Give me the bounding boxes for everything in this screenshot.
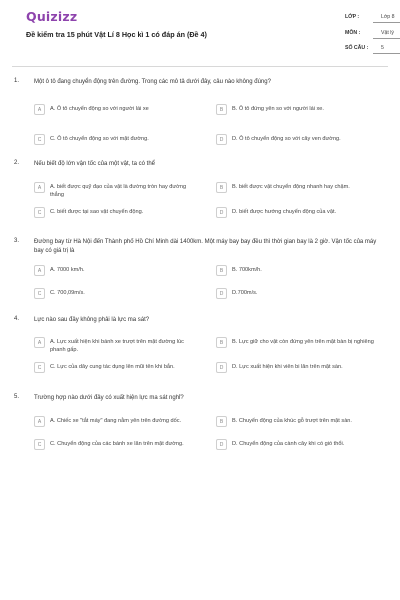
question-1: [0, 78, 400, 160]
option-a[interactable]: [34, 415, 216, 431]
option-d[interactable]: [216, 361, 398, 377]
option-text: B. biết được vật chuyển động nhanh hay chậm.: [232, 184, 350, 190]
option-a[interactable]: [34, 264, 216, 280]
option-letter-badge: C: [34, 439, 45, 450]
question-5: [0, 394, 400, 474]
option-b[interactable]: [216, 181, 398, 199]
option-c[interactable]: [34, 287, 216, 303]
quizizz-logo: Quizizz: [26, 9, 78, 24]
option-text: A. Chiếc xe "tắt máy" đang nằm yên trên đường dốc.: [50, 418, 182, 424]
option-letter-badge: D: [216, 362, 227, 373]
option-c[interactable]: [34, 133, 216, 149]
question-text: Lực nào sau đây không phải là lực ma sát?: [34, 317, 150, 323]
meta-value: 5: [373, 44, 400, 54]
meta-label: MÔN :: [345, 29, 361, 36]
option-letter-badge: A: [34, 416, 45, 427]
option-letter-badge: C: [34, 134, 45, 145]
option-text: B. Chuyển động của khúc gỗ trượt trên mặt sàn.: [232, 418, 352, 424]
option-text: A. Ô tô chuyển động so với người lái xe: [50, 106, 149, 112]
question-3: [0, 238, 400, 316]
question-text: Một ô tô đang chuyển động trên đường. Trong các mô tả dưới đây, câu nào không đúng?: [34, 79, 271, 85]
option-text: D.700m/s.: [232, 290, 258, 296]
meta-value: Vật lý: [373, 29, 400, 39]
option-letter-badge: D: [216, 288, 227, 299]
header-divider: [12, 66, 388, 67]
option-text: D. Lực xuất hiện khi viên bi lăn trên mặt sàn.: [232, 364, 343, 370]
option-text: A. 7000 km/h.: [50, 267, 85, 273]
option-letter-badge: A: [34, 104, 45, 115]
option-d[interactable]: [216, 438, 398, 454]
option-text: B. Ô tô đứng yên so với người lái xe.: [232, 106, 324, 112]
option-letter-badge: B: [216, 416, 227, 427]
option-letter-badge: B: [216, 104, 227, 115]
option-letter-badge: B: [216, 265, 227, 276]
option-text: D. biết được hướng chuyển động của vật.: [232, 209, 337, 215]
option-text: C. Ô tô chuyển động so với mặt đường.: [50, 136, 149, 142]
option-d[interactable]: [216, 133, 398, 149]
question-number: 3.: [14, 238, 20, 244]
worksheet-header: [12, 0, 395, 62]
option-b[interactable]: [216, 103, 398, 119]
option-a[interactable]: [34, 181, 216, 199]
question-text: Trường hợp nào dưới đây có xuất hiện lực ma sát nghỉ?: [34, 395, 184, 401]
option-letter-badge: B: [216, 182, 227, 193]
option-letter-badge: D: [216, 134, 227, 145]
question-2: [0, 160, 400, 238]
option-c[interactable]: [34, 438, 216, 454]
option-b[interactable]: [216, 415, 398, 431]
question-text: Nếu biết độ lớn vận tốc của một vật, ta có thể: [34, 161, 156, 167]
meta-label: LỚP :: [345, 14, 360, 20]
question-number: 4.: [14, 316, 20, 322]
option-a[interactable]: [34, 103, 216, 119]
option-a[interactable]: [34, 336, 216, 354]
option-text: A. biết được quỹ đạo của vật là đường tròn hay đường thẳng: [50, 184, 187, 198]
option-text: B. 700km/h.: [232, 267, 262, 273]
option-text: C. biết được tại sao vật chuyển động.: [50, 209, 144, 215]
question-list: [0, 78, 400, 474]
option-letter-badge: D: [216, 207, 227, 218]
option-letter-badge: B: [216, 337, 227, 348]
question-number: 5.: [14, 394, 20, 400]
option-c[interactable]: [34, 206, 216, 222]
option-text: A. Lực xuất hiện khi bánh xe trượt trên mặt đường lúc phanh gấp.: [50, 339, 184, 353]
option-letter-badge: C: [34, 288, 45, 299]
worksheet-meta: [345, 12, 400, 59]
question-number: 2.: [14, 160, 20, 166]
option-text: B. Lực giữ cho vật còn đứng yên trên mặt bàn bị nghiêng: [232, 339, 374, 345]
question-4: [0, 316, 400, 394]
question-text: Đường bay từ Hà Nội đến Thành phố Hồ Chí Minh dài 1400km. Một máy bay bay đều thì thời gian bay là 2 giờ. Vận tốc của máy bay có giá trị là: [34, 239, 377, 254]
option-letter-badge: D: [216, 439, 227, 450]
option-text: C. Lực của dây cung tác dụng lên mũi tên khi bắn.: [50, 364, 175, 370]
option-letter-badge: A: [34, 265, 45, 276]
option-letter-badge: A: [34, 182, 45, 193]
option-text: C. 700,09m/s.: [50, 290, 85, 296]
option-b[interactable]: [216, 264, 398, 280]
option-letter-badge: C: [34, 207, 45, 218]
meta-row-class: [345, 12, 400, 28]
question-number: 1.: [14, 78, 20, 84]
option-text: D. Chuyển động của cành cây khi có gió thổi.: [232, 441, 345, 447]
option-b[interactable]: [216, 336, 398, 354]
option-d[interactable]: [216, 287, 398, 303]
option-letter-badge: A: [34, 337, 45, 348]
option-c[interactable]: [34, 361, 216, 377]
meta-value: Lớp 8: [373, 13, 400, 23]
meta-row-subject: [345, 28, 400, 44]
worksheet-title: Đề kiểm tra 15 phút Vật Lí 8 Học kì 1 có đáp án (Đề 4): [26, 30, 207, 39]
option-text: D. Ô tô chuyển động so với cây ven đường.: [232, 136, 341, 142]
option-letter-badge: C: [34, 362, 45, 373]
meta-row-question-count: [345, 43, 400, 59]
option-d[interactable]: [216, 206, 398, 222]
option-text: C. Chuyển động của các bánh xe lăn trên mặt đường.: [50, 441, 184, 447]
meta-label: SỐ CÂU :: [345, 45, 369, 51]
